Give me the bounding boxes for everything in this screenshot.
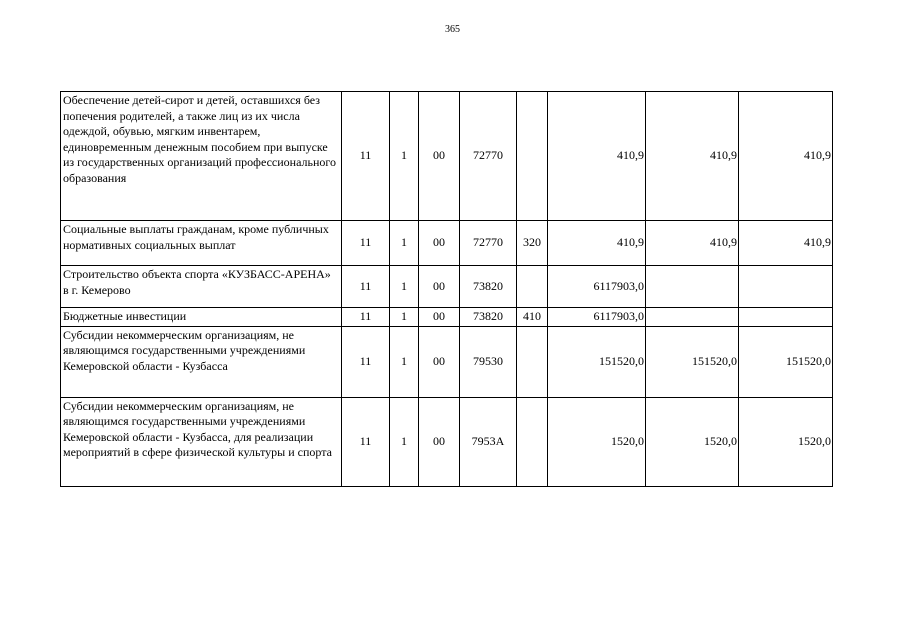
- section-code-cell: 11: [342, 308, 390, 327]
- amount-year2-cell: 1520,0: [646, 397, 739, 486]
- subsection-code-cell: 1: [390, 397, 419, 486]
- section-code-cell: 11: [342, 92, 390, 221]
- table-row: [61, 221, 833, 266]
- section-code-cell: 11: [342, 397, 390, 486]
- program-code-cell: 00: [419, 308, 460, 327]
- table-row: [61, 266, 833, 308]
- program-code-cell: 00: [419, 92, 460, 221]
- table-row: [61, 397, 833, 486]
- amount-year1-cell: 410,9: [548, 92, 646, 221]
- expense-type-cell: [517, 266, 548, 308]
- expense-type-cell: [517, 326, 548, 397]
- program-code-cell: 00: [419, 326, 460, 397]
- article-code-cell: 73820: [460, 266, 517, 308]
- amount-year2-cell: 410,9: [646, 92, 739, 221]
- amount-year2-cell: 410,9: [646, 221, 739, 266]
- row-name-cell: Обеспечение детей-сирот и детей, оставшихся без попечения родителей, а также лиц из их числа одеждой, обувью, мягким инвентарем, единовременным денежным пособием при выпуске из государственных организаций профессионального образования: [61, 92, 342, 221]
- amount-year2-cell: [646, 266, 739, 308]
- amount-year3-cell: [739, 266, 833, 308]
- table-row: [61, 326, 833, 397]
- article-code-cell: 79530: [460, 326, 517, 397]
- row-name-cell: Бюджетные инвестиции: [61, 308, 342, 327]
- article-code-cell: 72770: [460, 92, 517, 221]
- subsection-code-cell: 1: [390, 221, 419, 266]
- program-code-cell: 00: [419, 266, 460, 308]
- subsection-code-cell: 1: [390, 326, 419, 397]
- row-name-cell: Субсидии некоммерческим организациям, не являющимся государственными учреждениями Кемеровской области - Кузбасса: [61, 326, 342, 397]
- amount-year2-cell: 151520,0: [646, 326, 739, 397]
- expense-type-cell: [517, 92, 548, 221]
- budget-table: [60, 91, 833, 487]
- article-code-cell: 73820: [460, 308, 517, 327]
- program-code-cell: 00: [419, 221, 460, 266]
- section-code-cell: 11: [342, 221, 390, 266]
- row-name-cell: Субсидии некоммерческим организациям, не являющимся государственными учреждениями Кемеровской области - Кузбасса, для реализации мероприятий в сфере физической культуры и спорта: [61, 397, 342, 486]
- table-body: [61, 92, 833, 487]
- amount-year3-cell: 1520,0: [739, 397, 833, 486]
- amount-year1-cell: 6117903,0: [548, 266, 646, 308]
- expense-type-cell: 320: [517, 221, 548, 266]
- amount-year1-cell: 151520,0: [548, 326, 646, 397]
- amount-year3-cell: [739, 308, 833, 327]
- page-number: 365: [445, 24, 460, 35]
- amount-year3-cell: 151520,0: [739, 326, 833, 397]
- subsection-code-cell: 1: [390, 266, 419, 308]
- table-row: [61, 308, 833, 327]
- subsection-code-cell: 1: [390, 308, 419, 327]
- article-code-cell: 7953А: [460, 397, 517, 486]
- expense-type-cell: 410: [517, 308, 548, 327]
- section-code-cell: 11: [342, 326, 390, 397]
- amount-year1-cell: 410,9: [548, 221, 646, 266]
- article-code-cell: 72770: [460, 221, 517, 266]
- row-name-cell: Строительство объекта спорта «КУЗБАСС-АРЕНА» в г. Кемерово: [61, 266, 342, 308]
- section-code-cell: 11: [342, 266, 390, 308]
- amount-year2-cell: [646, 308, 739, 327]
- amount-year1-cell: 1520,0: [548, 397, 646, 486]
- amount-year3-cell: 410,9: [739, 92, 833, 221]
- program-code-cell: 00: [419, 397, 460, 486]
- amount-year3-cell: 410,9: [739, 221, 833, 266]
- amount-year1-cell: 6117903,0: [548, 308, 646, 327]
- subsection-code-cell: 1: [390, 92, 419, 221]
- expense-type-cell: [517, 397, 548, 486]
- row-name-cell: Социальные выплаты гражданам, кроме публичных нормативных социальных выплат: [61, 221, 342, 266]
- table-row: [61, 92, 833, 221]
